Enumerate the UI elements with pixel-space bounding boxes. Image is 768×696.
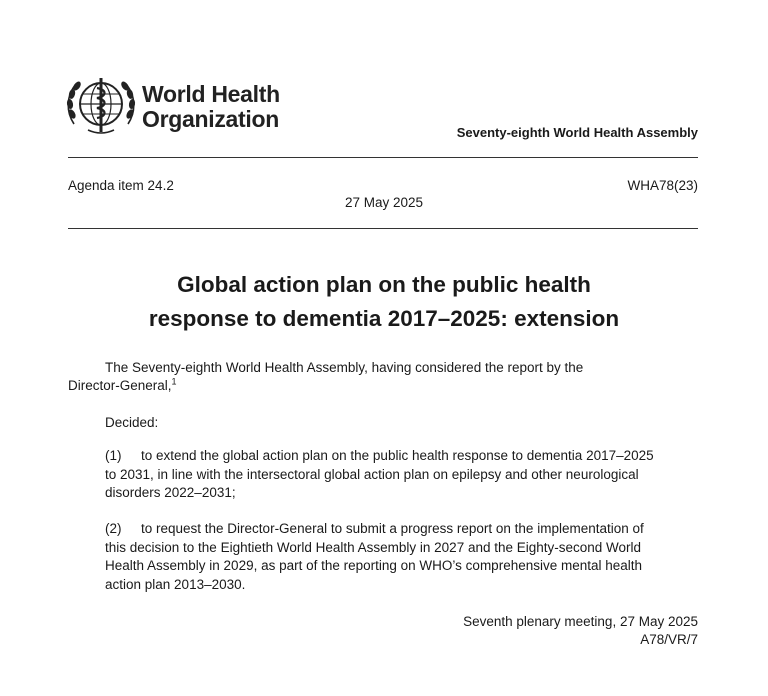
- bottom-divider: [68, 228, 698, 229]
- item1-number: (1): [105, 448, 122, 463]
- item2-line1: to request the Director-General to submit a progress report on the implementation of: [141, 521, 644, 536]
- agenda-item: Agenda item 24.2: [68, 178, 174, 193]
- item2-line3: Health Assembly in 2029, as part of the reporting on WHO’s comprehensive mental health: [105, 558, 643, 573]
- assembly-name: Seventy-eighth World Health Assembly: [456, 125, 698, 140]
- intro-line2-text: Director-General,: [68, 378, 172, 393]
- top-divider: [68, 157, 698, 158]
- plenary-meeting: Seventh plenary meeting, 27 May 2025: [463, 614, 698, 629]
- decided-label: Decided:: [105, 415, 159, 430]
- organization-name: [142, 82, 280, 132]
- item1-line2: to 2031, in line with the intersectoral global action plan on epilepsy and other neurological: [105, 467, 639, 482]
- org-name-line2: Organization: [142, 106, 279, 132]
- title-line1: Global action plan on the public health: [177, 272, 591, 297]
- document-number: WHA78(23): [627, 178, 698, 193]
- verbatim-record: A78/VR/7: [640, 632, 698, 647]
- item2-line4: action plan 2013–2030.: [105, 577, 246, 592]
- footnote-marker: 1: [171, 376, 177, 387]
- document-title: [0, 268, 768, 336]
- intro-line1: The Seventy-eighth World Health Assembly, having considered the report by the: [105, 360, 584, 375]
- item1-line3: disorders 2022–2031;: [105, 485, 236, 500]
- document-date: 27 May 2025: [344, 195, 424, 210]
- item1-line1: to extend the global action plan on the public health response to dementia 2017–2025: [141, 448, 654, 463]
- intro-line2: [68, 377, 177, 396]
- item2-number: (2): [105, 521, 122, 536]
- org-name-line1: World Health: [142, 81, 280, 107]
- title-line2: response to dementia 2017–2025: extension: [148, 306, 620, 331]
- who-emblem-logo: [64, 74, 138, 136]
- item2-line2: this decision to the Eightieth World Health Assembly in 2027 and the Eighty-second World: [105, 540, 642, 555]
